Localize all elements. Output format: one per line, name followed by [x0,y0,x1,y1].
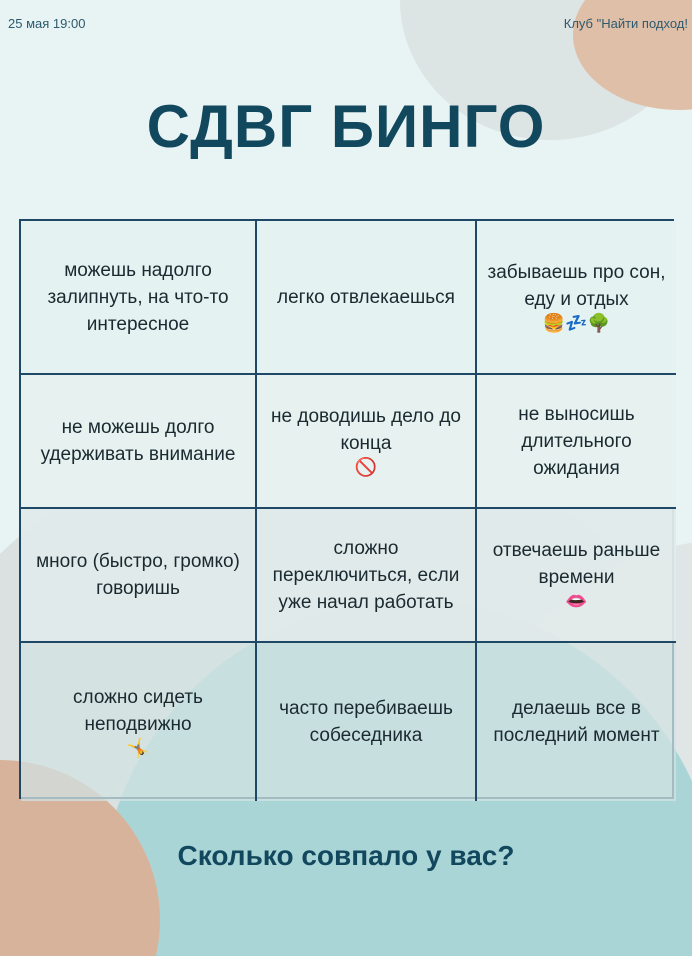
bingo-cell [477,643,676,801]
bingo-cell [257,375,477,509]
cell-text: можешь надолго залипнуть, на что-то интересное [47,259,229,335]
cell-text: сложно сидеть неподвижно [73,687,203,735]
club-name: Клуб "Найти подход! [563,16,688,31]
bingo-cell [477,375,676,509]
bingo-cell [257,221,477,375]
bingo-cell [477,509,676,643]
cell-text: не доводишь дело до конца [271,406,461,454]
event-date: 25 мая 19:00 [8,16,86,31]
lips-icon: 👄 [565,591,588,612]
cell-text: делаешь все в последний момент [493,698,660,746]
cell-text: не выносишь длительного ожидания [518,403,635,479]
bingo-cell [21,509,257,643]
bingo-cell [477,221,676,375]
cell-text: сложно переключиться, если уже начал работать [272,537,460,613]
burger-sleep-tree-icon: 🍔💤🌳 [542,313,611,334]
cell-text: отвечаешь раньше времени [492,540,661,588]
page-title: СДВГ БИНГО [146,93,546,160]
cell-text: легко отвлекаешься [277,286,455,308]
cartwheel-icon: 🤸 [126,738,150,759]
prohibited-icon: 🚫 [354,457,378,478]
cell-text: часто перебиваешь собеседника [279,698,453,746]
cell-text: не можешь долго удерживать внимание [40,417,236,465]
cell-text: много (быстро, громко) говоришь [36,551,240,599]
bingo-cell [21,643,257,801]
bingo-cell [21,221,257,375]
bingo-cell [21,375,257,509]
closing-question: Сколько совпало у вас? [177,840,515,871]
cell-text: забываешь про сон, еду и отдых [487,262,666,310]
bingo-cell [257,509,477,643]
bingo-cell [257,643,477,801]
bingo-grid [19,219,674,799]
